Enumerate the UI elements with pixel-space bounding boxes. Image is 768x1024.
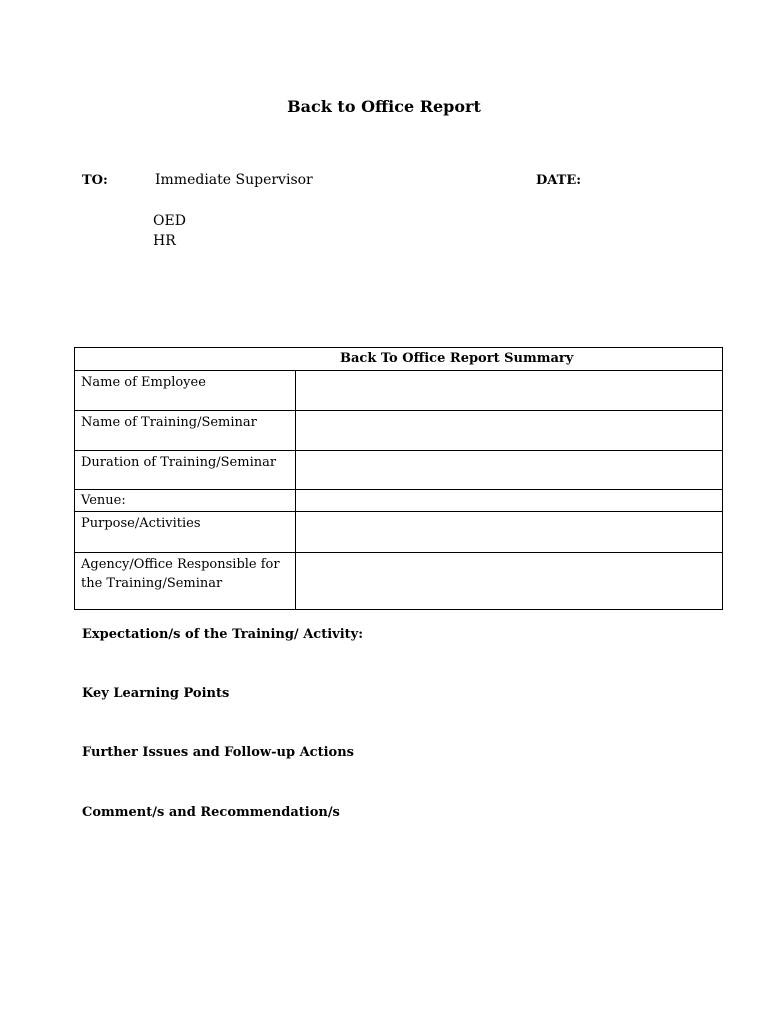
section-heading-comments: Comment/s and Recommendation/s xyxy=(82,805,340,820)
cc-recipient: HR xyxy=(153,233,176,249)
row-label: Purpose/Activities xyxy=(75,512,296,553)
page-title: Back to Office Report xyxy=(287,97,481,116)
table-row xyxy=(75,371,723,411)
row-value xyxy=(296,411,723,451)
row-value xyxy=(296,451,723,490)
summary-table xyxy=(74,347,723,610)
table-row xyxy=(75,411,723,451)
to-label: TO: xyxy=(82,173,108,188)
row-value xyxy=(296,553,723,610)
table-row xyxy=(75,512,723,553)
row-value xyxy=(296,371,723,411)
table-row xyxy=(75,553,723,610)
row-value xyxy=(296,512,723,553)
row-label: Venue: xyxy=(75,490,296,512)
section-heading-expectations: Expectation/s of the Training/ Activity: xyxy=(82,627,364,642)
row-label: Name of Employee xyxy=(75,371,296,411)
table-row xyxy=(75,451,723,490)
row-label: Agency/Office Responsible for the Training/Seminar xyxy=(75,553,296,610)
summary-table-header: Back To Office Report Summary xyxy=(75,348,723,371)
summary-header-row xyxy=(75,348,723,371)
cc-recipient-list xyxy=(153,211,186,251)
date-label: DATE: xyxy=(536,173,582,188)
section-heading-further-issues: Further Issues and Follow-up Actions xyxy=(82,745,354,760)
row-label: Duration of Training/Seminar xyxy=(75,451,296,490)
section-heading-key-learning-points: Key Learning Points xyxy=(82,686,230,701)
to-recipient: Immediate Supervisor xyxy=(155,172,313,188)
row-label: Name of Training/Seminar xyxy=(75,411,296,451)
cc-recipient: OED xyxy=(153,213,186,229)
table-row xyxy=(75,490,723,512)
row-value xyxy=(296,490,723,512)
